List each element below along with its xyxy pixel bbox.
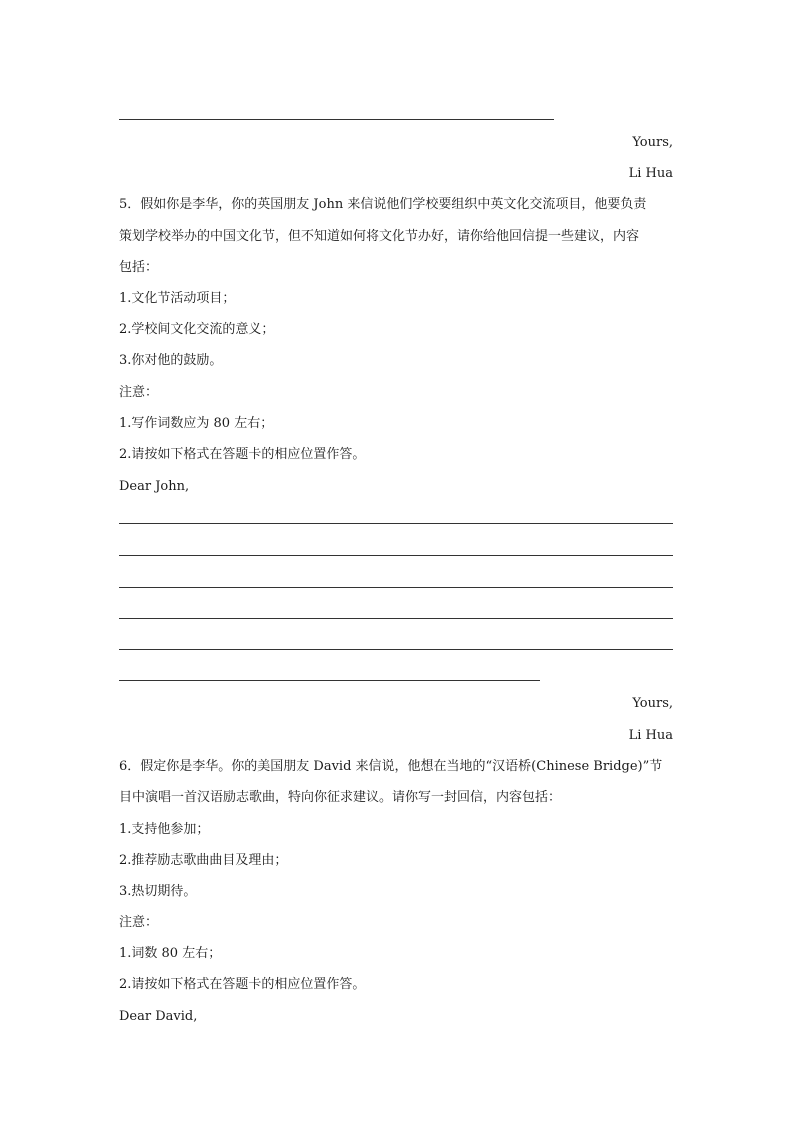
answer-line: [119, 523, 673, 524]
q5-prompt-line-3: 包括：: [119, 260, 159, 275]
answer-line: [119, 680, 540, 681]
closing-text: Yours,: [632, 135, 673, 150]
q6-prompt-line-1: 6．假定你是李华。你的美国朋友 David 来信说，他想在当地的“汉语桥(Chinese Bridge)”节: [119, 759, 663, 774]
q5-prompt-line-1: 5．假如你是李华，你的英国朋友 John 来信说他们学校要组织中英文化交流项目，他要负责: [119, 197, 647, 212]
q6-item: 3.热切期待。: [119, 884, 197, 899]
answer-line: [119, 649, 673, 650]
answer-line: [119, 618, 673, 619]
answer-line: [119, 587, 673, 588]
q6-item: 2.推荐励志歌曲曲目及理由；: [119, 853, 288, 868]
q5-closing: Yours,: [632, 696, 673, 711]
q5-note-title: 注意：: [119, 385, 159, 400]
answer-line: [119, 555, 673, 556]
q5-item: 2.学校间文化交流的意义；: [119, 322, 275, 337]
signature-text: Li Hua: [628, 166, 673, 181]
q5-note: 2.请按如下格式在答题卡的相应位置作答。: [119, 447, 366, 462]
q5-item: 3.你对他的鼓励。: [119, 353, 223, 368]
q5-prompt-line-2: 策划学校举办的中国文化节，但不知道如何将文化节办好，请你给他回信提一些建议，内容: [119, 229, 640, 244]
q6-note: 1.词数 80 左右；: [119, 946, 222, 961]
answer-line: [119, 119, 554, 120]
q6-note-title: 注意：: [119, 915, 159, 930]
q6-salutation: Dear David,: [119, 1009, 198, 1024]
q6-item: 1.支持他参加；: [119, 822, 210, 837]
q6-prompt-line-2: 目中演唱一首汉语励志歌曲，特向你征求建议。请你写一封回信，内容包括：: [119, 790, 562, 805]
q5-signature: Li Hua: [628, 728, 673, 743]
q5-note: 1.写作词数应为 80 左右；: [119, 416, 274, 431]
q6-note: 2.请按如下格式在答题卡的相应位置作答。: [119, 977, 366, 992]
q5-salutation: Dear John,: [119, 479, 190, 494]
q5-item: 1.文化节活动项目；: [119, 291, 236, 306]
